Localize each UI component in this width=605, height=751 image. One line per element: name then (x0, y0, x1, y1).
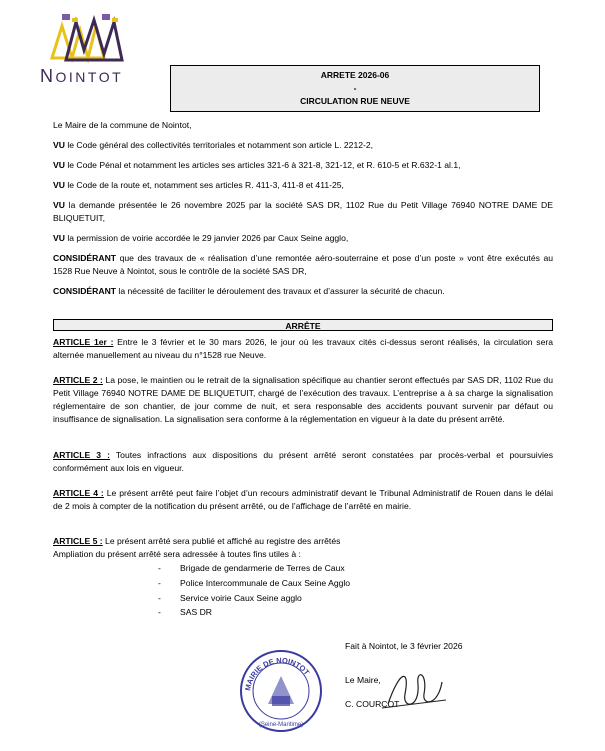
article-3-label: ARTICLE 3 : (53, 450, 110, 460)
document-subject: CIRCULATION RUE NEUVE (300, 96, 410, 106)
vu-3: VU le Code de la route et, notamment ses articles R. 411-3, 411-8 et 411-25, (53, 180, 344, 190)
title-separator: - (353, 83, 357, 93)
mairie-stamp (238, 648, 324, 734)
article-2: ARTICLE 2 : La pose, le maintien ou le retrait de la signalisation spécifique au chantier seront effectués par SAS DR, 1102 Rue du Petit Village 76940 NOTRE DAME DE BLIQUETUIT, chargé de l’exécution des travaux. L’entreprise a à sa charge la signalisation réglementaire de son chantier, de jour comme de nuit, et sera responsable des accidents pouvant survenir par défaut ou insuffisance de signalisation. La signalisation sera conforme à la réglementation en vigueur à la date du présent arrêté. (53, 375, 553, 424)
article-1: ARTICLE 1er : Entre le 3 février et le 30 mars 2026, le jour où les travaux cités ci-dessus seront réalisés, la circulation sera alternée manuellement au niveau du n°1528 rue Neuve. (53, 337, 554, 360)
considerant-2: CONSIDÉRANT la nécessité de faciliter le déroulement des travaux et d’assurer la sécurité de chacun. (53, 286, 445, 296)
recipient-item: - Service voirie Caux Seine agglo (158, 593, 302, 603)
vu-4: VU la demande présentée le 26 novembre 2025 par la société SAS DR, 1102 Rue du Petit Village 76940 NOTRE DAME DE BLIQUETUIT, (53, 200, 553, 223)
signatory-role: Le Maire, (345, 675, 381, 685)
article-5: ARTICLE 5 : Le présent arrêté sera publié et affiché au registre des arrêtés Ampliation du présent arrêté sera adressée à toutes fins utiles à : (53, 536, 341, 559)
article-3: ARTICLE 3 : Toutes infractions aux dispositions du présent arrêté seront constatées par procès-verbal et poursuivies conformément aux lois en vigueur. (53, 450, 553, 473)
preamble-intro: Le Maire de la commune de Nointot, (53, 120, 192, 130)
arrete-heading: ARRÊTE (53, 319, 553, 331)
handwritten-signature (380, 664, 450, 714)
recipient-item: - Police Intercommunale de Caux Seine Agglo (158, 578, 351, 588)
recipient-item: - SAS DR (158, 607, 212, 617)
vu-5: VU la permission de voirie accordée le 29 janvier 2026 par Caux Seine agglo, (53, 233, 349, 243)
article-4-label: ARTICLE 4 : (53, 488, 104, 498)
vu-2: VU le Code Pénal et notamment les articles ses articles 321-6 à 321-8, 321-12, et R. 610-5 et R.632-1 al.1, (53, 160, 461, 170)
article-4: ARTICLE 4 : Le présent arrêté peut faire l’objet d’un recours administratif devant le Tribunal Administratif de Rouen dans le délai de 2 mois à compter de la notification du présent arrêté, ou de l’affichage de l’arrêté en mairie. (53, 488, 553, 511)
signatory-name: C. COURCOT (345, 699, 400, 709)
document-title-box (170, 65, 540, 112)
svg-text:(Seine-Maritime): (Seine-Maritime) (258, 722, 304, 728)
logo-wordmark: NOINTOT (40, 66, 124, 86)
vu-1: VU le Code général des collectivités territoriales et notamment son article L. 2212-2, (53, 140, 374, 150)
document-title: ARRETE 2026-06 (320, 70, 390, 80)
article-5-label: ARTICLE 5 : (53, 536, 103, 546)
ampliation-line: Ampliation du présent arrêté sera adressée à toutes fins utiles à : (53, 549, 301, 559)
svg-text:MAIRIE DE NOINTOT: MAIRIE DE NOINTOT (243, 655, 312, 692)
article-2-label: ARTICLE 2 : (53, 375, 103, 385)
recipient-item: - Brigade de gendarmerie de Terres de Caux (158, 563, 345, 573)
place-and-date: Fait à Nointot, le 3 février 2026 (345, 641, 463, 651)
preamble (53, 119, 553, 298)
considerant-1: CONSIDÉRANT que des travaux de « réalisation d’une remontée aéro-souterraine et pose d’un poste » vont être exécutés au 1528 Rue Neuve à Nointot, sous le contrôle de la société SAS DR, (53, 253, 553, 276)
article-1-label: ARTICLE 1er : (53, 337, 114, 347)
